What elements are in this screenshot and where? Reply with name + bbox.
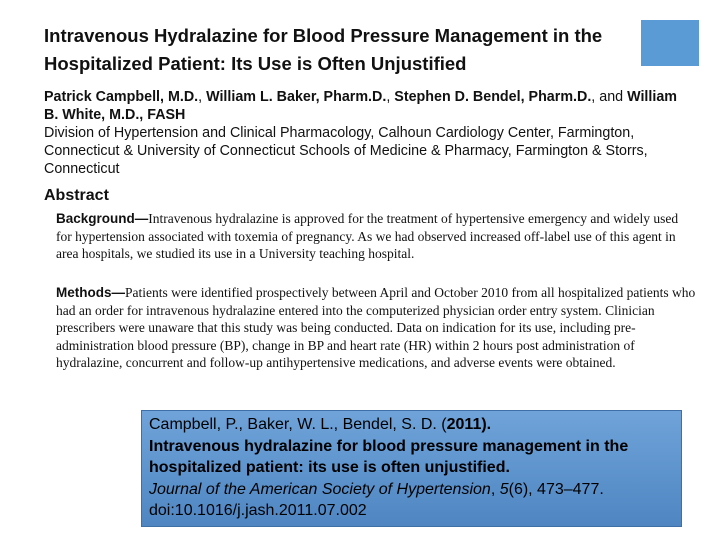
citation-punct: ). — [481, 416, 492, 433]
abstract-heading: Abstract — [44, 187, 109, 204]
citation-punct: , — [490, 480, 500, 498]
citation-journal: Journal of the American Society of Hypertension — [149, 480, 491, 498]
separator: , and — [591, 89, 628, 105]
citation-volume: 5 — [499, 480, 509, 498]
methods-label: Methods— — [56, 285, 125, 300]
separator: , — [386, 89, 395, 105]
methods-paragraph — [56, 284, 696, 372]
citation-doi: doi:10.1016/j.jash.2011.07.002 — [149, 502, 367, 519]
separator: , — [198, 89, 207, 105]
background-label: Background— — [56, 211, 149, 226]
author: Stephen D. Bendel, Pharm.D. — [394, 89, 592, 105]
author: William B. White, M.D., FASH — [44, 89, 677, 123]
citation-title: Intravenous hydralazine for blood pressure management in the hospitalized patient: its use is often unjustified. — [149, 437, 629, 476]
background-text: Intravenous hydralazine is approved for the treatment of hypertensive emergency and widely used for hypertension associated with toxemia of pregnancy. As we had observed increased off-label use of this agent in area hospitals, we studied its use in a University teaching hospital. — [56, 211, 679, 261]
paper-title: Intravenous Hydralazine for Blood Pressure Management in the Hospitalized Patient: Its Use is Often Unjustified — [44, 25, 603, 74]
author-block — [44, 88, 694, 178]
citation-authors: Campbell, P., Baker, W. L., Bendel, S. D. ( — [149, 416, 447, 433]
citation-pages: (6), 473–477. — [508, 480, 604, 498]
author: Patrick Campbell, M.D. — [44, 89, 199, 105]
author: William L. Baker, Pharm.D. — [206, 89, 387, 105]
methods-text: Patients were identified prospectively between April and October 2010 from all hospitalized patients who had an order for intravenous hydralazine entered into the computerized physician order entry system. Clinician prescribers were unaware that this study was being conducted. Data on indication for its use, including pre-administration blood pressure (BP), change in BP and heart rate (HR) within 2 hours post administration of hydralazine, concurrent and follow-up antihypertensive medications, and adverse events were obtained. — [56, 285, 696, 370]
citation-box — [141, 410, 682, 527]
affiliation: Division of Hypertension and Clinical Pharmacology, Calhoun Cardiology Center, Farmington, Connecticut & University of Connecticut Schools of Medicine & Pharmacy, Farmington & Storrs, Connecticut — [44, 125, 648, 177]
citation-year: 2011 — [446, 416, 482, 433]
background-paragraph — [56, 210, 696, 263]
accent-square — [641, 20, 699, 66]
